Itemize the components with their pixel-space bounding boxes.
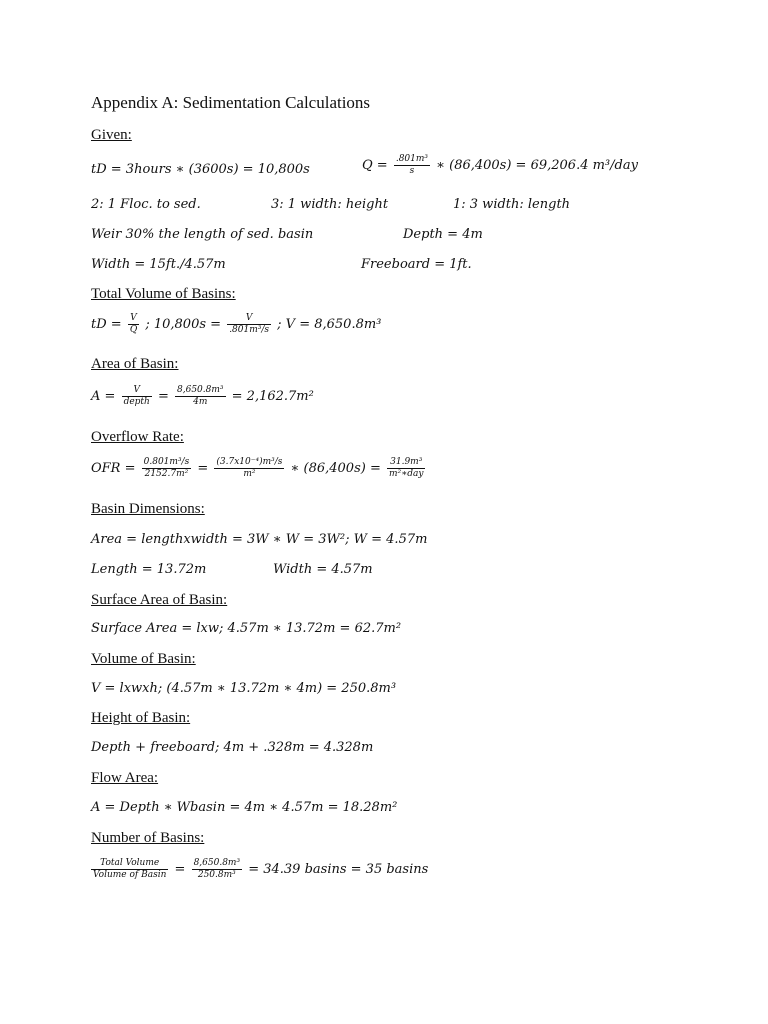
flow-rate-fraction — [394, 154, 430, 177]
volume-over-depth-fraction — [175, 385, 226, 408]
area-of-basin-heading: Area of Basin: — [91, 356, 179, 372]
width-length-ratio: 1: 3 width: length — [453, 197, 571, 212]
volume-of-basin-heading: Volume of Basin: — [91, 651, 196, 667]
fraction-numerator: Total Volume — [91, 858, 168, 870]
floc-sed-ratio: 2: 1 Floc. to sed. — [91, 197, 201, 212]
equation-lhs: tD = — [91, 317, 122, 332]
equation-middle: ∗ (86,400s) = — [290, 461, 381, 476]
total-over-basin-fraction — [91, 858, 168, 881]
equation-rhs: = 34.39 basins = 35 basins — [248, 862, 429, 877]
flow-rate-rhs: ∗ (86,400s) = 69,206.4 m³/day — [436, 158, 638, 173]
fraction-denominator: m² — [243, 469, 256, 479]
fraction-denominator: depth — [123, 397, 150, 407]
flow-area-heading: Flow Area: — [91, 770, 159, 786]
height-of-basin-heading: Height of Basin: — [91, 710, 191, 726]
surface-area-equation: Surface Area = lxw; 4.57m ∗ 13.72m = 62.7m² — [91, 621, 402, 636]
area-of-basin-equation — [91, 385, 314, 408]
equals-sign: = — [197, 461, 209, 476]
v-over-q-fraction — [128, 313, 139, 336]
fraction-numerator: V — [227, 313, 271, 325]
fraction-denominator: m²∗day — [388, 469, 424, 479]
fraction-denominator: s — [409, 166, 415, 176]
fraction-numerator: .801m³ — [395, 154, 429, 164]
equation-middle: ; 10,800s = — [145, 317, 222, 332]
area-dimensions-equation: Area = lengthxwidth = 3W ∗ W = 3W²; W = 4.57m — [91, 532, 428, 547]
fraction-numerator: 0.801m³/s — [143, 457, 190, 467]
rate-per-area-fraction — [214, 457, 284, 480]
number-of-basins-heading: Number of Basins: — [91, 830, 205, 846]
basin-dimensions-heading: Basin Dimensions: — [91, 501, 205, 517]
height-of-basin-equation: Depth + freeboard; 4m + .328m = 4.328m — [91, 740, 374, 755]
total-volume-heading: Total Volume of Basins: — [91, 286, 236, 302]
equation-lhs: OFR = — [91, 461, 136, 476]
flow-rate-equation — [362, 154, 638, 177]
weir-length: Weir 30% the length of sed. basin — [91, 227, 314, 242]
detention-time-equation: tD = 3hours ∗ (3600s) = 10,800s — [91, 162, 310, 177]
number-of-basins-equation — [89, 858, 428, 881]
fraction-denominator: 4m — [193, 397, 208, 407]
total-volume-equation — [91, 313, 381, 336]
flow-rate-lhs: Q = — [362, 158, 388, 173]
overflow-rate-heading: Overflow Rate: — [91, 429, 184, 445]
equals-sign: = — [157, 389, 169, 404]
given-heading: Given: — [91, 127, 132, 143]
fraction-numerator: V — [122, 385, 152, 397]
surface-area-heading: Surface Area of Basin: — [91, 592, 228, 608]
fraction-denominator: Volume of Basin — [93, 870, 167, 880]
fraction-denominator: 2152.7m² — [144, 469, 189, 479]
v-over-flow-fraction — [227, 313, 271, 336]
fraction-numerator: V — [128, 313, 139, 325]
equals-sign: = — [174, 862, 186, 877]
width-result: Width = 4.57m — [273, 562, 373, 577]
flow-area-equation: A = Depth ∗ Wbasin = 4m ∗ 4.57m = 18.28m² — [91, 800, 398, 815]
fraction-numerator: (3.7x10⁻⁴)m³/s — [216, 457, 283, 467]
width-height-ratio: 3: 1 width: height — [271, 197, 389, 212]
page-title: Appendix A: Sedimentation Calculations — [91, 93, 371, 112]
depth-value: Depth = 4m — [403, 227, 483, 242]
fraction-denominator: 250.8m³ — [197, 870, 236, 880]
fraction-numerator: 31.9m³ — [387, 457, 425, 469]
overflow-result-fraction — [387, 457, 425, 480]
flow-over-area-fraction — [142, 457, 192, 480]
equation-lhs: A = — [91, 389, 116, 404]
overflow-rate-equation — [91, 457, 427, 480]
fraction-denominator: .801m³/s — [229, 325, 270, 335]
freeboard-value: Freeboard = 1ft. — [361, 257, 472, 272]
volume-of-basin-equation: V = lxwxh; (4.57m ∗ 13.72m ∗ 4m) = 250.8m³ — [91, 681, 397, 696]
length-value: Length = 13.72m — [91, 562, 207, 577]
width-value: Width = 15ft./4.57m — [91, 257, 226, 272]
volume-ratio-fraction — [192, 858, 243, 881]
fraction-numerator: 8,650.8m³ — [193, 858, 241, 868]
equation-rhs: = 2,162.7m² — [231, 389, 314, 404]
equation-rhs: ; V = 8,650.8m³ — [277, 317, 382, 332]
fraction-numerator: 8,650.8m³ — [177, 385, 224, 395]
fraction-denominator: Q — [129, 325, 138, 335]
v-over-depth-fraction — [122, 385, 152, 408]
